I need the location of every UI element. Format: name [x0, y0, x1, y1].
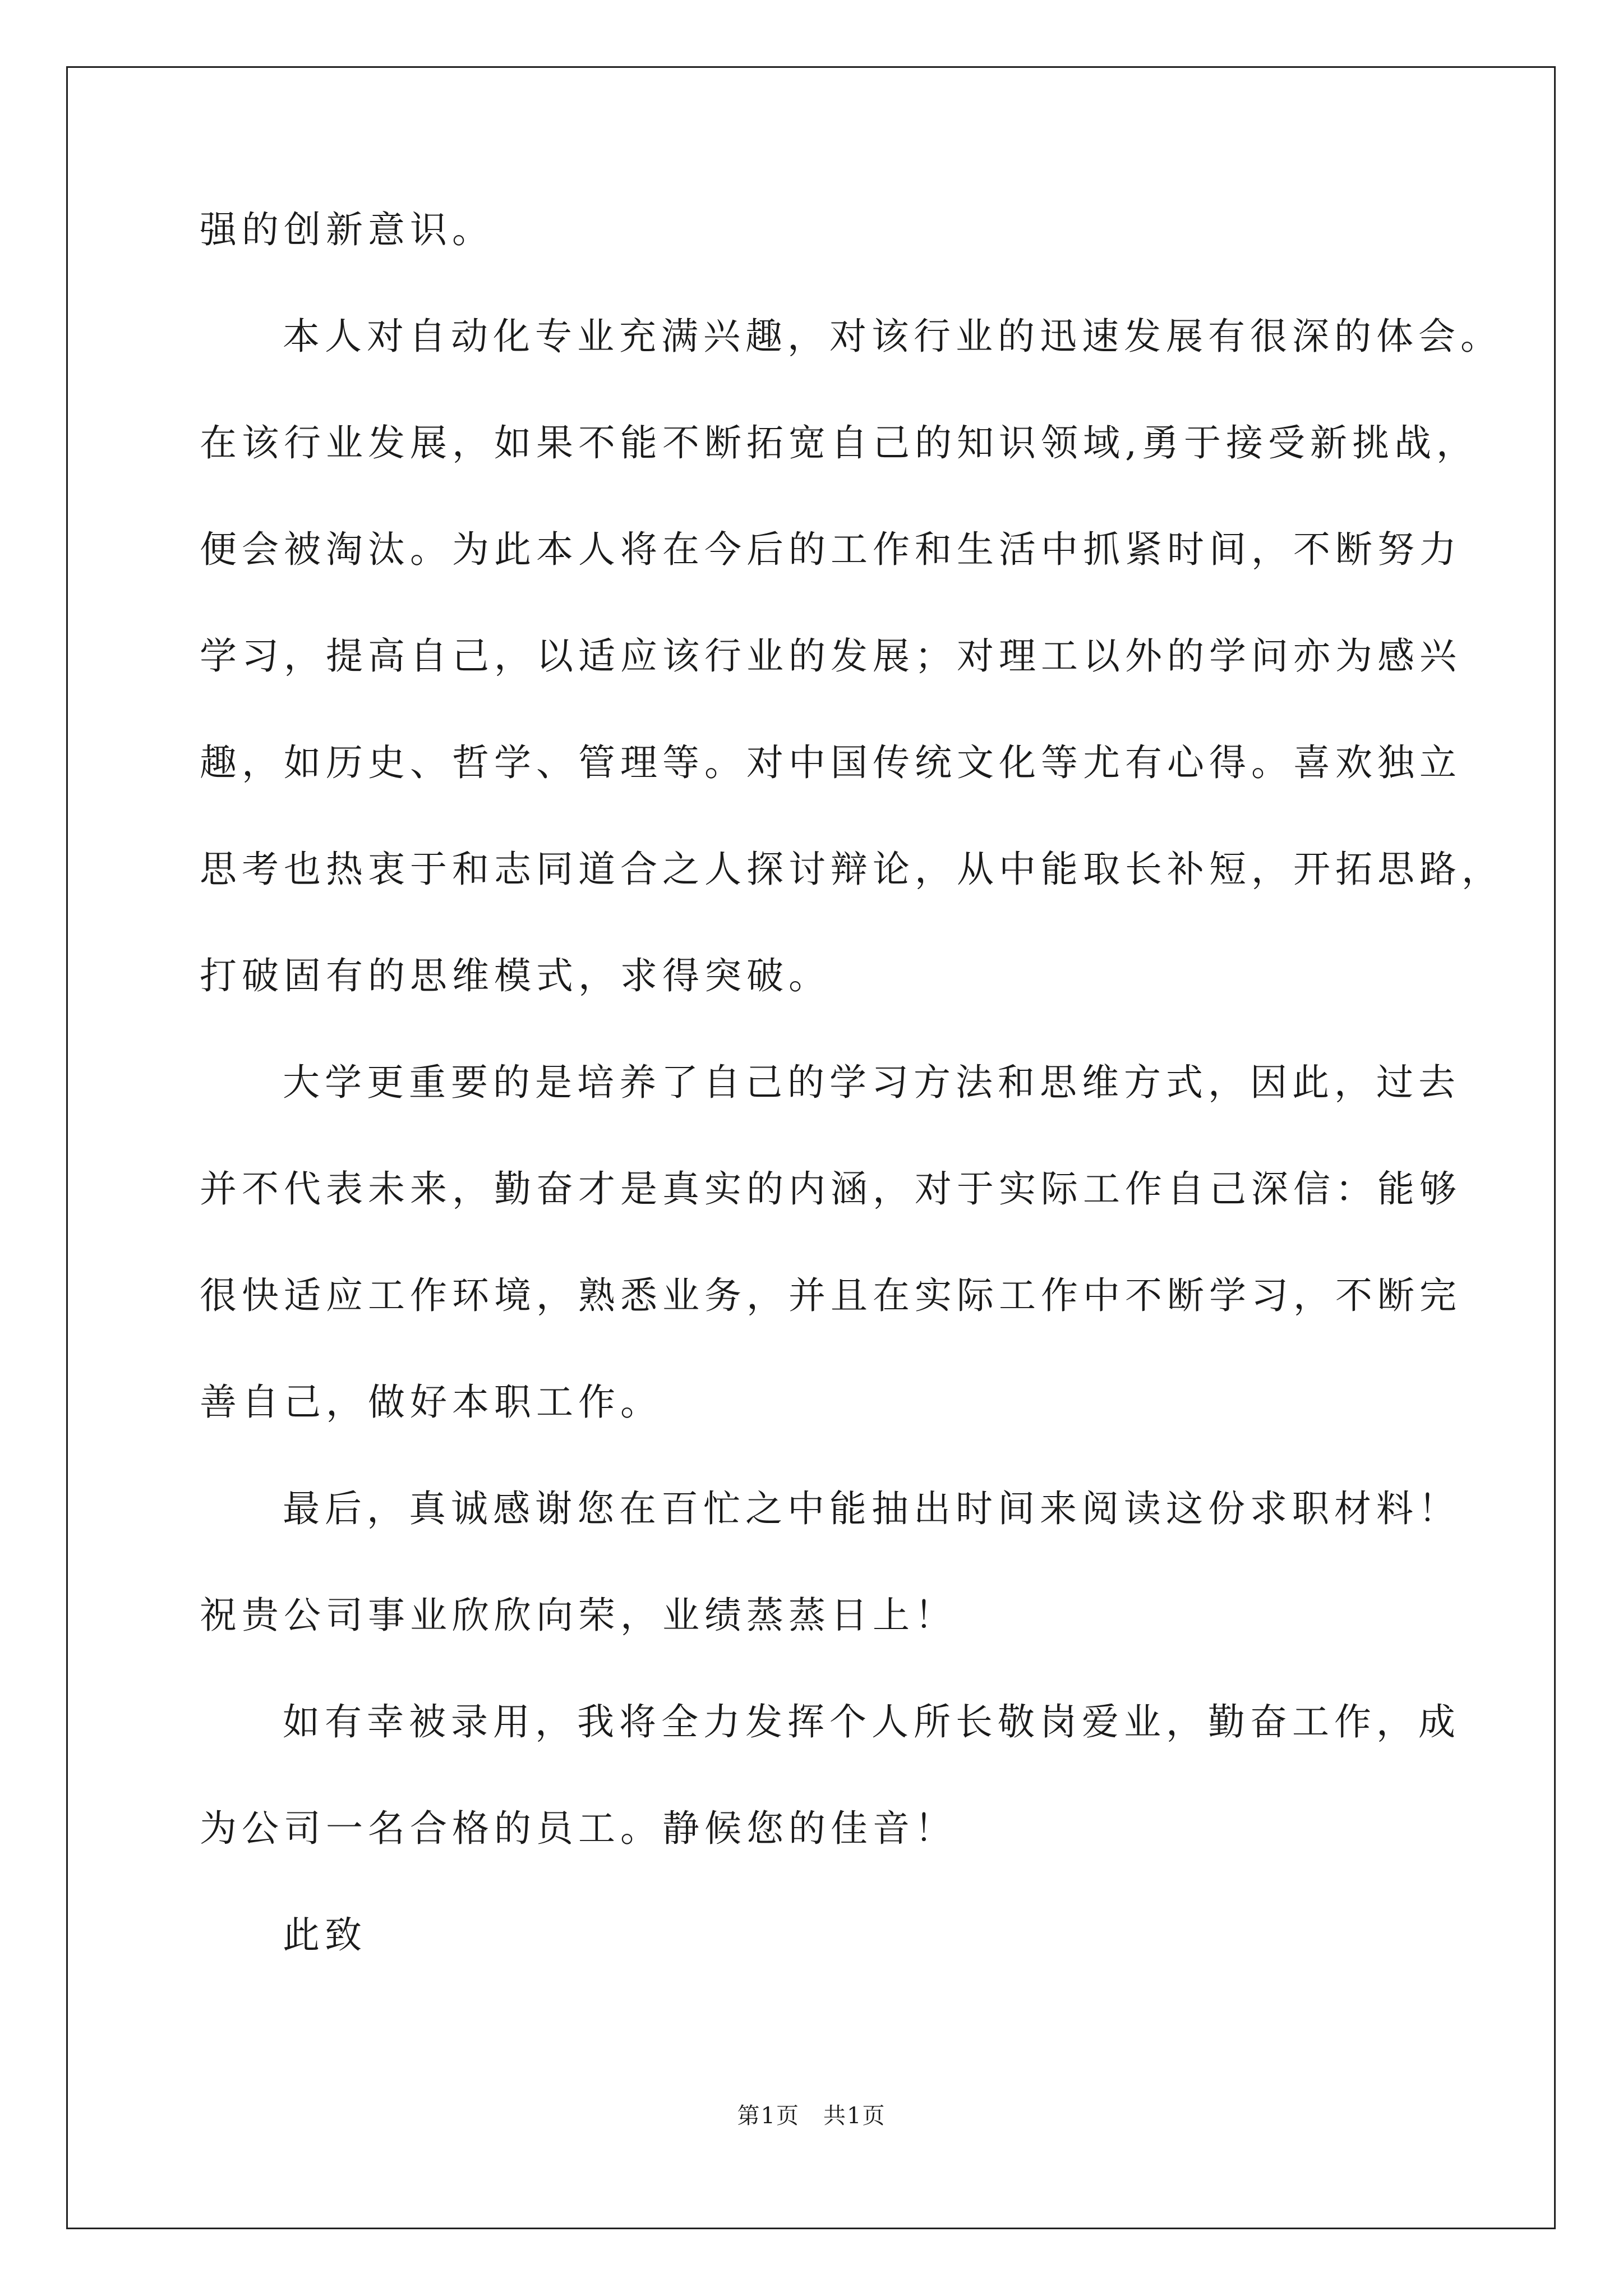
- text-line: 趣，如历史、哲学、管理等。对中国传统文化等尤有心得。喜欢独立: [200, 741, 1461, 784]
- text-line: 很快适应工作环境，熟悉业务，并且在实际工作中不断学习，不断完: [200, 1274, 1461, 1317]
- text-line: 并不代表未来，勤奋才是真实的内涵，对于实际工作自己深信：能够: [200, 1167, 1461, 1211]
- text-line: 在该行业发展，如果不能不断拓宽自己的知识领域,勇于接受新挑战，: [200, 421, 1478, 464]
- text-line: 便会被淘汰。为此本人将在今后的工作和生活中抓紧时间，不断努力: [200, 528, 1461, 571]
- page-frame: [66, 66, 1556, 2229]
- paragraph-start-line: 大学更重要的是培养了自己的学习方法和思维方式，因此，过去: [283, 1061, 1460, 1104]
- paragraph-start-line: 本人对自动化专业充满兴趣，对该行业的迅速发展有很深的体会。: [283, 315, 1502, 358]
- text-line: 善自己，做好本职工作。: [200, 1381, 662, 1424]
- page-number-footer: 第1页 共1页: [737, 2103, 886, 2129]
- text-line: 为公司一名合格的员工。静候您的佳音！: [200, 1807, 957, 1850]
- closing-salutation: 此致: [283, 1913, 367, 1957]
- paragraph-start-line: 如有幸被录用，我将全力发挥个人所长敬岗爱业，勤奋工作，成: [283, 1700, 1460, 1743]
- text-line: 学习，提高自己，以适应该行业的发展；对理工以外的学问亦为感兴: [200, 634, 1461, 678]
- paragraph-start-line: 最后，真诚感谢您在百忙之中能抽出时间来阅读这份求职材料！: [283, 1487, 1460, 1530]
- text-line: 思考也热衷于和志同道合之人探讨辩论，从中能取长补短，开拓思路，: [200, 848, 1504, 891]
- text-line: 祝贵公司事业欣欣向荣，业绩蒸蒸日上！: [200, 1594, 957, 1637]
- text-line: 强的创新意识。: [200, 208, 494, 251]
- text-line: 打破固有的思维模式，求得突破。: [200, 954, 831, 997]
